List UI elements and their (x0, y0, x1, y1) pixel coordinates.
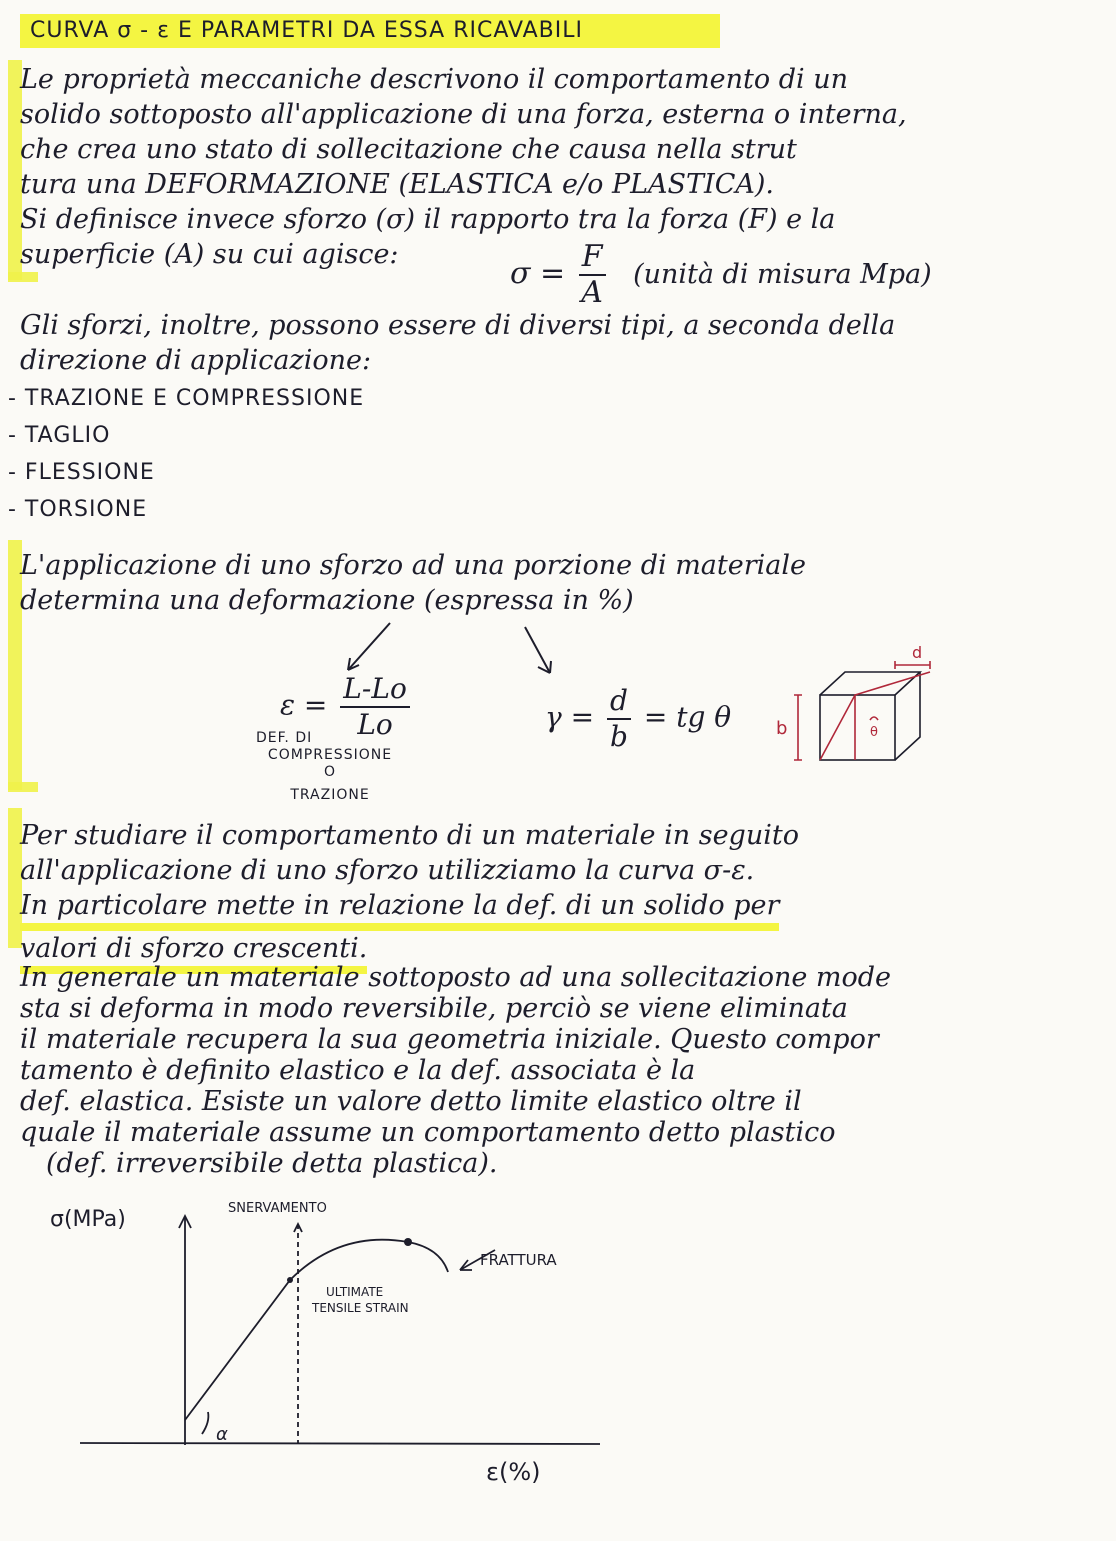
shear-numerator: d (607, 684, 631, 720)
stress-strain-sketch (40, 1190, 660, 1510)
caption-line: TRAZIONE (290, 787, 370, 803)
intro-line: solido sottoposto all'applicazione di una forza, esterna o interna, (20, 99, 907, 130)
arrow-left (348, 623, 390, 670)
highlight-bar-1-foot (8, 272, 38, 282)
intro-paragraph (20, 62, 1105, 202)
page-title (20, 14, 720, 48)
shear-rhs: = tg θ (643, 700, 732, 734)
formula-fraction (579, 240, 606, 310)
curve-intro-paragraph (20, 818, 1105, 974)
y-axis-label: σ(MPa) (50, 1207, 126, 1232)
stress-types-list (8, 380, 364, 528)
curve-intro-line: Per studiare il comportamento di un materiale in seguito (20, 820, 799, 851)
elastic-line: il materiale recupera la sua geometria iniziale. Questo compor (20, 1024, 879, 1055)
elastic-line: quale il materiale assume un comportamento detto plastico (20, 1117, 836, 1148)
strain-numerator: L-Lo (340, 672, 410, 708)
deformation-line: determina una deformazione (espressa in %) (20, 585, 634, 616)
x-axis-label: ε(%) (486, 1458, 541, 1486)
elastic-line: (def. irreversibile detta plastica). (46, 1148, 498, 1179)
elastic-line: In generale un materiale sottoposto ad una sollecitazione mode (20, 962, 892, 993)
highlight-bar-2-foot (8, 782, 38, 792)
caption-line: COMPRESSIONE (267, 747, 393, 763)
stress-strain-curve (185, 1240, 448, 1420)
list-item: - TORSIONE (8, 497, 148, 522)
cube-label-b: b (776, 718, 788, 739)
list-item: - TRAZIONE E COMPRESSIONE (8, 386, 365, 411)
strain-caption (250, 730, 410, 804)
shear-cube-sketch (770, 640, 950, 770)
yield-point (287, 1277, 293, 1283)
stress-def-line: superficie (A) su cui agisce: (20, 239, 399, 270)
stress-def-line: Si definisce invece sforzo (σ) il rapporto tra la forza (F) e la (20, 204, 836, 235)
shear-lhs: γ = (545, 700, 595, 734)
elastic-line: def. elastica. Esiste un valore detto limite elastico oltre il (20, 1086, 802, 1117)
curve-intro-line: all'applicazione di uno sforzo utilizziamo la curva σ-ε. (20, 855, 755, 886)
shear-denominator: b (610, 720, 628, 753)
shear-fraction (607, 684, 631, 754)
strain-lhs: ε = (280, 688, 328, 722)
formula-numerator: F (579, 240, 606, 276)
curve-intro-line: In particolare mette in relazione la def. di un solido per (20, 888, 779, 931)
stress-formula (510, 240, 932, 310)
stress-types-intro (20, 308, 1105, 378)
uts-label-line1: ULTIMATE (326, 1285, 384, 1299)
formula-lhs: σ = (510, 256, 566, 291)
stress-types-line: direzione di applicazione: (20, 345, 372, 376)
stress-types-line: Gli sforzi, inoltre, possono essere di diversi tipi, a seconda della (20, 310, 896, 341)
page-title-text: CURVA σ - ε E PARAMETRI DA ESSA RICAVABILI (30, 18, 583, 43)
elastic-line: sta si deforma in modo reversibile, perciò se viene eliminata (20, 993, 848, 1024)
x-axis (80, 1443, 600, 1444)
angle-label: α (216, 1424, 228, 1445)
elastic-paragraph (20, 962, 1105, 1179)
strain-denominator: Lo (357, 708, 393, 741)
caption-line: DEF. DI (256, 730, 313, 746)
formula-unit: (unità di misura Mpa) (633, 259, 932, 290)
deformation-line: L'applicazione di uno sforzo ad una porzione di materiale (20, 550, 806, 581)
cube-label-theta: θ (870, 725, 878, 740)
intro-line: tura una DEFORMAZIONE (ELASTICA e/o PLASTICA). (20, 169, 774, 200)
arrow-right (525, 627, 550, 673)
uts-label-line2: TENSILE STRAIN (312, 1301, 409, 1315)
curve-intro-line: valori di sforzo crescenti. (20, 931, 367, 974)
uts-point (404, 1238, 412, 1246)
yield-label: SNERVAMENTO (228, 1201, 327, 1216)
shear-strain-formula (545, 684, 731, 754)
intro-line: Le proprietà meccaniche descrivono il comportamento di un (20, 64, 848, 95)
deformation-paragraph (20, 548, 1105, 618)
cube-label-d: d (912, 643, 923, 662)
caption-line: O (323, 764, 337, 780)
intro-line: che crea uno stato di sollecitazione che causa nella strut (20, 134, 797, 165)
elastic-line: tamento è definito elastico e la def. associata è la (20, 1055, 696, 1086)
fracture-label: FRATTURA (480, 1251, 557, 1269)
formula-denominator: A (581, 275, 603, 310)
list-item: - FLESSIONE (8, 460, 155, 485)
list-item: - TAGLIO (8, 423, 111, 448)
